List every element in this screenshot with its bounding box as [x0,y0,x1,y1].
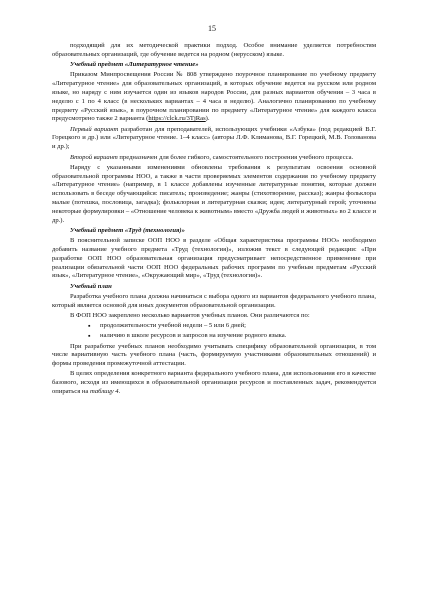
page-number: 15 [208,24,216,33]
paragraph-curriculum-specifics: При разработке учебных планов необходимо учитывать специфику образовательной организации, в том числе вариативную часть учебного плана (часть, формируемую участниками образовательных отношений) и формы проведения промежуточной аттестации. [52,342,376,368]
section-heading-literary-reading: Учебный предмет «Литературное чтение» [70,61,199,69]
paragraph-requirements-update: Наряду с указанными изменениями обновлены требования к результатам освоения основной образовательной программы НОО, а также в части проверяемых элементов содержания по учебному предмету «Литературное чтение» (например, в 1 классе добавлены изученные литературные понятия, которые должен использовать в беседе обучающийся: писатель; произведение; жанры (стихотворение, рассказ); жанры фольклора малые (потешка, пословица, загадка); фольклорная и литературная сказки; идея; литературный герой; уточнены некоторые формулировки – «Отношение человека к животным» вместо «Дружба людей и животных» во 2 классе и др.). [52,163,376,224]
paragraph-curriculum-variants: В ФОП НОО закреплено несколько вариантов учебных планов. Они различаются по: [70,312,310,320]
first-variant-label: Первый вариант [70,125,119,133]
table-reference-link: таблицу 4 [90,387,119,395]
curriculum-variant-list [52,322,376,341]
paragraph-order-808-text: Приказом Минпросвещения России № 808 утверждено поурочное планирование по учебному предмету «Литературное чтение» для образовательных организаций, в которых обучение ведется на русском или родном языке, но наряду с ним изучается один из языков народов России, для разных вариантов обучения – 3 часа в неделю с 1 по 4 класс (в нескольких вариантах – 4 часа в неделю). Аналогично планированию по учебному предмету «Русский язык», в поурочном планировании по предмету «Литературное чтение» для каждого класса предусмотрено также 2 варианта ( [52,71,376,123]
list-item: ▪ продолжительности учебной недели – 5 или 6 дней; [100,322,376,331]
paragraph-order-808 [52,71,376,124]
paragraph-first-variant [52,126,376,152]
table-reference-text: В целях определения конкретного варианта федерального учебного плана, для использования его в качестве базового, исходя из имеющихся в образовательной организации ресурсов и поставленных задач, рекомендуется опираться на [52,370,376,395]
paragraph-intro-continuation: подходящий для их методической практики подход. Особое внимание уделяется потребностям образовательных организаций, где обучение ведется на родном (нерусском) языке. [52,42,376,58]
document-body [52,42,376,398]
section-heading-labor-technology: Учебный предмет «Труд (технология)» [70,226,185,234]
second-variant-label: Второй вариант [70,153,118,161]
paragraph-explanatory-note: В пояснительной записке ООП НОО в разделе «Общая характеристика программы НОО» необходимо добавить название учебного предмета «Труд (технология)», изложив текст в следующей редакции: «При разработке ООП НОО образовательная организация предусматривает непосредственное применение при реализации обязательной части ООП НОО федеральных рабочих программ по учебным предметам «Русский язык», «Литературное чтение», «Окружающий мир», «Труд (технология)». [52,237,376,280]
second-variant-text: предназначен для более гибкого, самостоятельного построения учебного процесса. [117,153,354,161]
first-variant-text: разработан для преподавателей, использующих учебники «Азбука» (под редакцией В.Г. Горецкого и др.) или «Литературное чтение. 1–4 класс» (авторы Л.Ф. Климанова, В.Г. Горецкий, М.В. Голованова и др.); [52,125,376,151]
paragraph-order-808-end: ). [205,115,210,123]
paragraph-second-variant [52,154,376,163]
section-heading-curriculum: Учебный план [70,282,112,290]
table-reference-end: . [118,387,121,395]
paragraph-table-reference [52,370,376,396]
list-item: ▪ наличию в школе ресурсов и запросов на изучение родного языка. [100,332,376,341]
paragraph-curriculum-development: Разработка учебного плана должна начинаться с выбора одного из вариантов федерального учебного плана, который является основой для иных документов образовательной организации. [52,293,376,309]
planning-link[interactable]: https://clck.ru/3TjRas [148,115,206,123]
